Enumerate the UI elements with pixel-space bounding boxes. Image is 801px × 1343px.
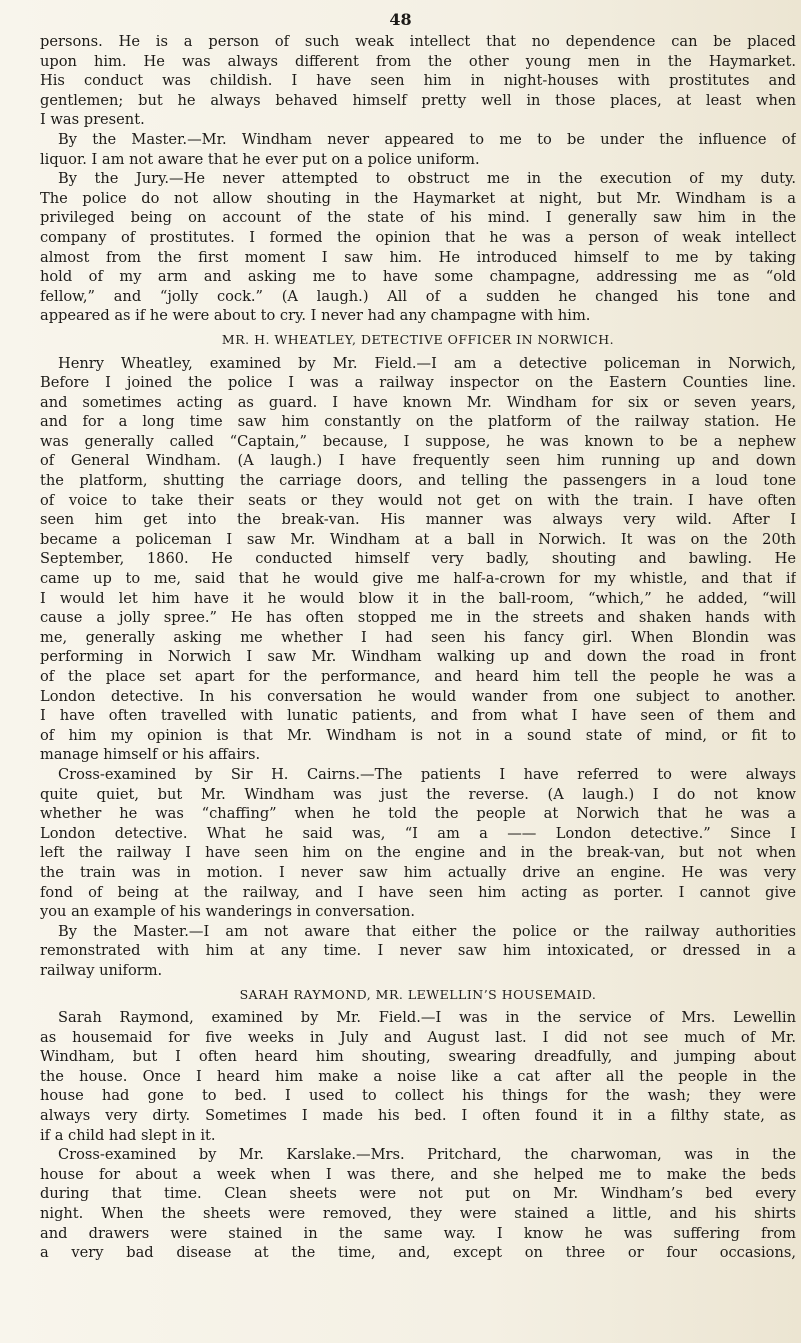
text-line: and for a long time saw him constantly on the platform of the railway station. He: [40, 413, 796, 431]
text-line: Sarah Raymond, examined by Mr. Field.—I was in the service of Mrs. Lewellin: [58, 1009, 796, 1027]
text-line: By the Master.—Mr. Windham never appeared to me to be under the influence of: [58, 130, 796, 148]
text-line: appeared as if he were about to cry. I never had any champagne with him.: [40, 307, 591, 325]
text-line: September, 1860. He conducted himself very badly, shouting and bawling. He: [40, 550, 796, 568]
text-line: of the place set apart for the performance, and heard him tell the people he was a: [40, 668, 796, 685]
text-line: night. When the sheets were removed, they were stained a little, and his shirts: [40, 1205, 796, 1223]
text-line: performing in Norwich I saw Mr. Windham walking up and down the road in front: [40, 648, 796, 666]
text-line: Cross-examined by Sir H. Cairns.—The patients I have referred to were always: [58, 765, 796, 783]
text-line: Windham, but I often heard him shouting, swearing dreadfully, and jumping about: [40, 1048, 796, 1066]
text-line: and sometimes acting as guard. I have known Mr. Windham for six or seven years,: [40, 393, 796, 411]
text-line: the house. Once I heard him make a noise like a cat after all the people in the: [40, 1067, 796, 1085]
text-line: company of prostitutes. I formed the opinion that he was a person of weak intellect: [40, 228, 796, 246]
text-line: you an example of his wanderings in conversation.: [40, 903, 416, 921]
text-line: a very bad disease at the time, and, except on three or four occasions,: [40, 1244, 796, 1262]
text-line: quite quiet, but Mr. Windham was just the reverse. (A laugh.) I do not know: [40, 785, 796, 803]
text-line: me, generally asking me whether I had seen his fancy girl. When Blondin was: [40, 628, 796, 646]
text-line: By the Master.—I am not aware that either the police or the railway authorities: [58, 922, 796, 940]
text-line: gentlemen; but he always behaved himself pretty well in those places, at least when: [40, 91, 796, 109]
text-line: the platform, shutting the carriage doors, and telling the passengers in a loud tone: [40, 472, 796, 490]
text-line: liquor. I am not aware that he ever put on a police uniform.: [40, 150, 480, 168]
section-heading: SARAH RAYMOND, MR. LEWELLIN’S HOUSEMAID.: [239, 986, 597, 1002]
text-line: of him my opinion is that Mr. Windham is not in a sound state of mind, or fit to: [40, 726, 796, 744]
text-line: was generally called “Captain,” because, I suppose, he was known to be a nephew: [40, 432, 796, 450]
text-line: the train was in motion. I never saw him actually drive an engine. He was very: [40, 863, 796, 881]
text-line: during that time. Clean sheets were not put on Mr. Windham’s bed every: [40, 1185, 796, 1203]
text-line: almost from the first moment I saw him. He introduced himself to me by taking: [40, 248, 796, 266]
text-line: I have often travelled with lunatic patients, and from what I have seen of them and: [40, 707, 796, 725]
text-line: London detective. What he said was, “I am a —— London detective.” Since I: [40, 824, 796, 842]
text-line: always very dirty. Sometimes I made his bed. I often found it in a filthy state, as: [40, 1107, 796, 1125]
text-line: came up to me, said that he would give me half-a-crown for my whistle, and that if: [40, 570, 796, 588]
text-line: house had gone to bed. I used to collect his things for the wash; they were: [40, 1087, 796, 1105]
text-line: if a child had slept in it.: [40, 1126, 216, 1144]
text-line: privileged being on account of the state of his mind. I generally saw him in the: [40, 209, 796, 227]
page-body-text: [40, 32, 796, 1263]
text-line: of voice to take their seats or they would not get on with the train. I have often: [40, 491, 796, 509]
text-line: By the Jury.—He never attempted to obstruct me in the execution of my duty.: [58, 170, 796, 188]
text-line: His conduct was childish. I have seen him in night-houses with prostitutes and: [40, 72, 796, 90]
text-line: I would let him have it he would blow it in the ball-room, “which,” he added, “will: [40, 589, 796, 607]
text-line: house for about a week when I was there, and she helped me to make the beds: [40, 1165, 796, 1183]
text-line: left the railway I have seen him on the engine and in the break-van, but not when: [40, 844, 796, 862]
text-line: I was present.: [40, 111, 145, 129]
text-line: persons. He is a person of such weak intellect that no dependence can be placed: [40, 33, 796, 50]
section-heading: MR. H. WHEATLEY, DETECTIVE OFFICER IN NORWICH.: [221, 331, 615, 347]
text-line: The police do not allow shouting in the Haymarket at night, but Mr. Windham is a: [40, 189, 796, 207]
text-line: Henry Wheatley, examined by Mr. Field.—I am a detective policeman in Norwich,: [58, 354, 796, 372]
text-line: fond of being at the railway, and I have seen him acting as porter. I cannot give: [40, 883, 796, 901]
text-line: Before I joined the police I was a railway inspector on the Eastern Counties line.: [40, 374, 796, 392]
text-line: railway uniform.: [40, 961, 163, 979]
text-line: seen him get into the break-van. His manner was always very wild. After I: [40, 511, 796, 529]
text-line: Cross-examined by Mr. Karslake.—Mrs. Pritchard, the charwoman, was in the: [58, 1146, 796, 1164]
text-line: whether he was “chaffing” when he told the people at Norwich that he was a: [40, 805, 796, 823]
text-line: became a policeman I saw Mr. Windham at a ball in Norwich. It was on the 20th: [40, 530, 796, 548]
text-line: as housemaid for five weeks in July and August last. I did not see much of Mr.: [40, 1028, 796, 1046]
text-line: London detective. In his conversation he would wander from one subject to another.: [40, 687, 796, 705]
page-number: 48: [389, 10, 412, 29]
text-line: cause a jolly spree.” He has often stopped me in the streets and shaken hands with: [40, 609, 796, 627]
text-line: manage himself or his affairs.: [40, 746, 261, 764]
text-line: and drawers were stained in the same way. I know he was suffering from: [40, 1224, 796, 1242]
text-line: remonstrated with him at any time. I never saw him intoxicated, or dressed in a: [40, 942, 796, 960]
text-line: hold of my arm and asking me to have some champagne, addressing me as “old: [40, 268, 796, 286]
text-line: fellow,” and “jolly cock.” (A laugh.) All of a sudden he changed his tone and: [40, 287, 796, 305]
text-line: upon him. He was always different from the other young men in the Haymarket.: [40, 52, 796, 70]
text-line: of General Windham. (A laugh.) I have frequently seen him running up and down: [40, 452, 796, 470]
